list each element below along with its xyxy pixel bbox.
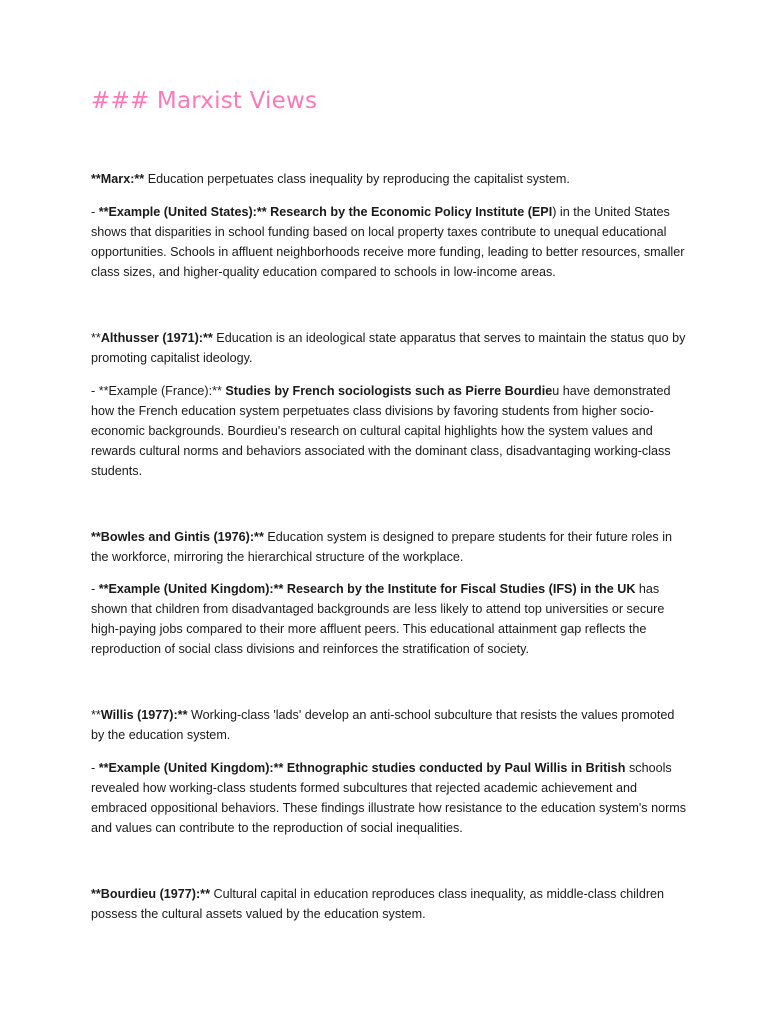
paragraph-bourdieu [91,884,691,924]
paragraph-bowles-gintis-example-prefix: - [91,582,99,596]
paragraph-marx-label: **Marx:** [91,172,145,186]
paragraph-althusser-label: Althusser (1971):** [100,331,213,345]
paragraph-althusser-example-prefix: - **Example (France):** [91,384,226,398]
paragraph-willis [91,705,691,745]
paragraph-bourdieu-text: Cultural capital in education reproduces class inequality, as middle-class children possess the cultural assets valued by the education system. [91,887,665,921]
paragraph-bowles-gintis-text: Education system is designed to prepare students for their future roles in the workforce, mirroring the hierarchical structure of the workplace. [91,530,672,564]
paragraph-willis-example-label: **Example (United Kingdom):** Ethnographic studies conducted by Paul Willis in British [98,761,626,775]
paragraph-willis-prefix: ** [91,708,101,722]
paragraph-bourdieu-label: **Bourdieu (1977):** [91,887,210,901]
paragraph-marx-example [91,202,691,282]
paragraph-bowles-gintis-example [91,579,691,659]
paragraph-marx-example-prefix: - [91,205,99,219]
paragraph-marx-example-label: **Example (United States):** Research by the Economic Policy Institute (EPI [98,205,553,219]
paragraph-althusser-example-text: u have demonstrated how the French education system perpetuates class divisions by favoring students from higher socio-economic backgrounds. Bourdieu's research on cultural capital highlights how the system values and rewards cultural norms and behaviors associated with the dominant class, disadvantaging working-class students. [91,384,671,478]
paragraph-bowles-gintis [91,527,691,567]
paragraph-willis-label: Willis (1977):** [100,708,188,722]
paragraph-althusser-example-label: Studies by French sociologists such as Pierre Bourdie [225,384,553,398]
paragraph-marx-example-text: ) in the United States shows that disparities in school funding based on local property taxes contribute to unequal educational opportunities. Schools in affluent neighborhoods receive more funding, leading to better resources, smaller class sizes, and higher-quality education compared to schools in low-income areas. [91,205,685,279]
paragraph-althusser-text: Education is an ideological state apparatus that serves to maintain the status quo by promoting capitalist ideology. [91,331,686,365]
paragraph-willis-example-prefix: - [91,761,99,775]
paragraph-willis-example [91,758,691,838]
paragraph-marx [91,169,691,189]
paragraph-marx-text: Education perpetuates class inequality by reproducing the capitalist system. [144,172,570,186]
paragraph-willis-text: Working-class 'lads' develop an anti-school subculture that resists the values promoted by the education system. [91,708,675,742]
paragraph-althusser [91,328,691,368]
paragraph-althusser-prefix: ** [91,331,101,345]
page-title: ### Marxist Views [91,88,318,114]
paragraph-bowles-gintis-label: **Bowles and Gintis (1976):** [91,530,264,544]
paragraph-althusser-example [91,381,691,481]
paragraph-bowles-gintis-example-label: **Example (United Kingdom):** Research by the Institute for Fiscal Studies (IFS) in the UK [98,582,636,596]
paragraph-bowles-gintis-example-text: has shown that children from disadvantaged backgrounds are less likely to attend top universities or secure high-paying jobs compared to their more affluent peers. This educational attainment gap reflects the reproduction of social class divisions and reinforces the stratification of society. [91,582,665,656]
paragraph-willis-example-text: schools revealed how working-class students formed subcultures that rejected academic achievement and embraced oppositional behaviors. These findings illustrate how resistance to the education system's norms and values can contribute to the reproduction of social inequalities. [91,761,687,835]
